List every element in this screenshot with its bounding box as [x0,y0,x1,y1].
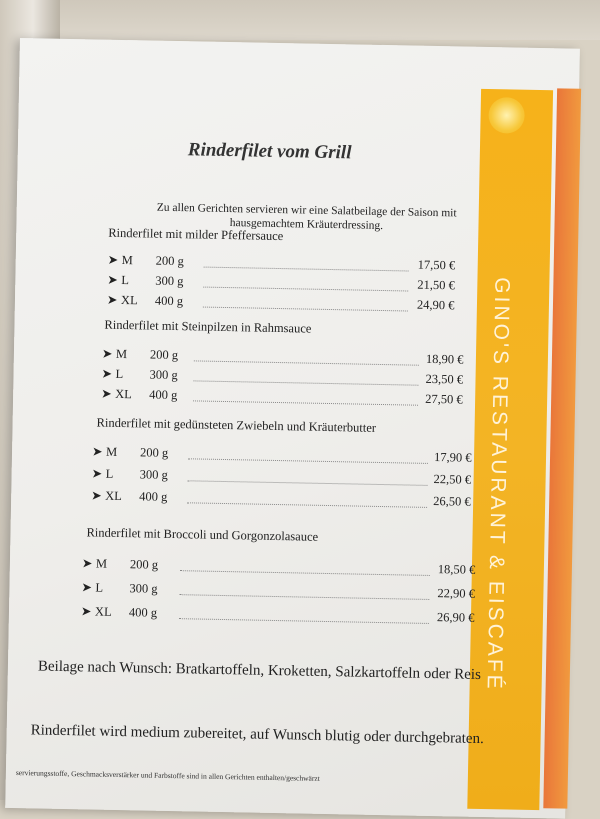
leader-dots [179,618,429,624]
weight-label: 400 g [149,387,178,403]
weight-label: 200 g [129,557,159,572]
side-dish-note: Beilage nach Wunsch: Bratkartoffeln, Kroketten, Salzkartoffeln oder Reis [37,658,482,683]
weight-label: 300 g [149,367,178,383]
size-label: XL [115,386,132,402]
price-label: 26,50 € [433,494,471,509]
menu-row [81,579,179,597]
section-title: Rinderfilet mit Broccoli und Gorgonzolasauce [86,525,319,544]
price-label: 18,50 € [437,562,476,577]
size-label: L [95,580,104,595]
weight-label: 300 g [129,581,158,596]
weight-label: 400 g [154,293,184,309]
size-label: L [115,366,124,382]
menu-row [101,386,199,404]
price-label: 18,90 € [425,351,464,367]
weight-label: 400 g [128,605,158,620]
price-label: 24,90 € [416,297,455,313]
size-label: L [121,272,130,288]
menu-intro: Zu allen Gerichten servieren wir eine Salatbeilage der Saison mit hausgemachtem Kräuterdressing. [156,201,457,233]
menu-row [91,487,189,505]
size-label: M [121,252,134,268]
leader-dots [194,360,419,365]
weight-label: 300 g [155,273,184,289]
weight-label: 200 g [139,445,169,460]
bullet-arrow-icon: ➤ [91,488,102,503]
leader-dots [179,594,429,600]
table-background [0,0,600,40]
bullet-arrow-icon: ➤ [101,386,112,401]
section-title: Rinderfilet mit gedünsteten Zwiebeln und Kräuterbutter [96,415,377,435]
menu-row [108,252,206,270]
bullet-arrow-icon: ➤ [107,272,118,287]
weight-label: 300 g [139,467,168,482]
price-label: 23,50 € [425,371,464,387]
menu-row [101,366,199,384]
menu-row [81,603,179,621]
size-label: XL [105,488,123,504]
size-label: M [95,556,108,571]
price-label: 21,50 € [417,277,455,293]
bullet-arrow-icon: ➤ [101,366,113,381]
footnote: servierungsstoffe, Geschmacksverstärker und Farbstoffe sind in allen Gerichten enthalten/geschwärzt [15,768,320,783]
price-label: 27,50 € [425,391,463,407]
leader-dots [187,502,427,508]
price-label: 26,90 € [436,610,475,625]
leader-dots [203,307,408,312]
weight-label: 200 g [149,347,179,363]
menu-row [102,346,200,364]
size-label: M [115,346,128,362]
weight-label: 400 g [139,489,168,504]
menu-row [91,465,189,483]
bullet-arrow-icon: ➤ [91,466,103,481]
menu-page [5,38,580,819]
bullet-arrow-icon: ➤ [81,556,93,571]
bullet-arrow-icon: ➤ [80,604,92,619]
size-label: L [105,466,114,481]
size-label: M [105,444,118,459]
menu-row [82,555,180,573]
price-label: 17,90 € [433,450,472,465]
price-label: 22,90 € [437,586,476,601]
bullet-arrow-icon: ➤ [107,252,119,267]
leader-dots [180,570,430,576]
bullet-arrow-icon: ➤ [106,292,118,307]
section-title: Rinderfilet mit milder Pfeffersauce [108,225,284,244]
size-label: XL [120,292,138,308]
leader-dots [193,380,418,385]
restaurant-name: GINO'S RESTAURANT & EISCAFÉ [482,277,514,692]
doneness-note: Rinderfilet wird medium zubereitet, auf Wunsch blutig oder durchgebraten. [30,722,484,748]
menu-title: Rinderfilet vom Grill [187,139,352,164]
menu-row [92,443,190,461]
menu-row [107,292,205,310]
bullet-arrow-icon: ➤ [91,444,103,459]
leader-dots [188,458,428,464]
leader-dots [203,287,408,292]
leader-dots [204,267,409,272]
bullet-arrow-icon: ➤ [81,580,93,595]
price-label: 22,50 € [433,472,472,487]
bullet-arrow-icon: ➤ [101,346,113,361]
leader-dots [193,400,418,405]
price-label: 17,50 € [417,257,456,273]
size-label: XL [94,604,112,619]
leader-dots [188,480,428,486]
section-title: Rinderfilet mit Steinpilzen in Rahmsauce [104,317,312,336]
menu-row [107,272,205,290]
weight-label: 200 g [155,253,185,269]
